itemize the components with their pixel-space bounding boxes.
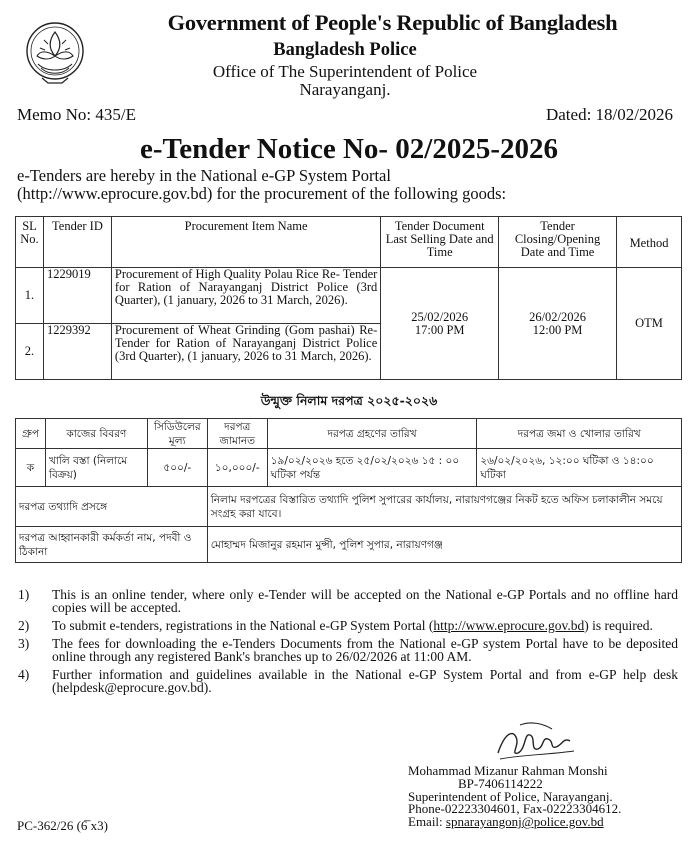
auction-receive: ১৯/০২/২০২৬ হতে ২৫/০২/২০২৬ ১৫ : ০০ ঘটিকা পর্যন্ত xyxy=(267,449,477,487)
row-sl: 1. xyxy=(16,268,44,324)
note-number: 4) xyxy=(18,667,30,682)
row-tender-id: 1229392 xyxy=(43,324,111,380)
note-number: 3) xyxy=(18,636,30,651)
header-selling: Tender Document Last Selling Date and Time xyxy=(381,217,499,268)
header-receive: দরপত্র গ্রহণের তারিখ xyxy=(267,419,477,449)
signatory-email-row xyxy=(408,816,621,829)
header-tender-id: Tender ID xyxy=(43,217,111,268)
header-group: গ্রুপ xyxy=(16,419,46,449)
header-method: Method xyxy=(617,217,682,268)
intro-line-2: (http://www.eprocure.gov.bd) for the procurement of the following goods: xyxy=(17,184,507,203)
government-heading: Government of People's Republic of Bangladesh xyxy=(167,10,618,35)
row-sl: 2. xyxy=(16,324,44,380)
table-row xyxy=(16,449,682,487)
note-text-post: ) is required. xyxy=(584,618,653,633)
row-tender-id: 1229019 xyxy=(43,268,111,324)
auction-table-header xyxy=(16,419,682,449)
location-heading: Narayanganj. xyxy=(299,80,391,99)
note-text: This is an online tender, where only e-Tender will be accepted on the National e-GP Portals and no offline hard copies will be accepted. xyxy=(52,587,678,615)
selling-date-cell xyxy=(381,268,499,380)
closing-time: 12:00 PM xyxy=(532,322,583,337)
email-link[interactable]: spnarayangonj@police.gov.bd xyxy=(445,814,604,830)
officer-label: দরপত্র আহ্বানকারী কর্মকর্তা নাম, পদবী ও ঠিকানা xyxy=(16,527,208,563)
auction-submit: ২৬/০২/২০২৬, ১২:০০ ঘটিকা ও ১৪:০০ ঘটিকা xyxy=(477,449,682,487)
notice-title: e-Tender Notice No- 02/2025-2026 xyxy=(139,133,559,165)
bangladesh-police-emblem-icon xyxy=(24,20,86,86)
auction-group: ক xyxy=(16,449,46,487)
closing-date: 26/02/2026 xyxy=(529,309,587,324)
signature-block xyxy=(408,765,621,829)
intro-paragraph xyxy=(17,167,506,203)
note-item xyxy=(18,619,678,632)
memo-number: Memo No: 435/E xyxy=(17,105,136,124)
header-item: Procurement Item Name xyxy=(111,217,380,268)
header-deposit: দরপত্র জামানত xyxy=(207,419,267,449)
header-schedule: সিডিউলের মূল্য xyxy=(147,419,207,449)
notice-date: Dated: 18/02/2026 xyxy=(545,105,673,124)
signatory-bp: BP-7406114222 xyxy=(458,775,543,791)
note-item xyxy=(18,668,678,694)
auction-deposit: ১০,০০০/- xyxy=(207,449,267,487)
eprocure-link[interactable]: http://www.eprocure.gov.bd xyxy=(433,618,585,633)
note-text: Further information and guidelines available in the National e-GP System Portal and from e-GP help desk (helpdesk@eprocure.gov.bd). xyxy=(52,667,678,695)
email-label: Email: xyxy=(408,814,446,830)
selling-date: 25/02/2026 xyxy=(411,309,469,324)
signatory-designation: Superintendent of Police, Narayanganj. xyxy=(408,788,613,804)
department-heading: Bangladesh Police xyxy=(273,40,417,60)
auction-work: খালি বস্তা (নিলামে বিক্রয়) xyxy=(45,449,147,487)
note-text: The fees for downloading the e-Tenders Documents from the National e-GP system Portal have to be deposited online through any registered Bank's branches up to 26/02/2026 at 11:00 AM. xyxy=(52,636,678,664)
table-row xyxy=(16,487,682,527)
tender-table-header xyxy=(16,217,682,268)
info-label: দরপত্র তথ্যাদি প্রসঙ্গে xyxy=(16,487,208,527)
header-submit: দরপত্র জমা ও খোলার তারিখ xyxy=(477,419,682,449)
table-row xyxy=(16,268,682,324)
info-text: নিলাম দরপত্রের বিস্তারিত তথ্যাদি পুলিশ সুপারের কার্যালয়, নারায়ণগঞ্জের নিকট হতে অফিস চলাকালীন সময়ে সংগ্রহ করা যাবে। xyxy=(207,487,681,527)
intro-line-1: e-Tenders are hereby in the National e-GP System Portal xyxy=(17,166,391,185)
auction-schedule: ৫০০/- xyxy=(147,449,207,487)
method-cell: OTM xyxy=(617,268,682,380)
row-item: Procurement of High Quality Polau Rice Re- Tender for Ration of Narayanganj District Police (3rd Quarter), (1 january, 2026 to 31 March, 2026). xyxy=(111,268,380,324)
note-number: 1) xyxy=(18,587,30,602)
note-item xyxy=(18,637,678,663)
row-item: Procurement of Wheat Grinding (Gom pashai) Re-Tender for Ration of Narayanganj District Police (3rd Quarter), (1 january, 2026 to 31 March, 2026). xyxy=(111,324,380,380)
note-text-pre: To submit e-tenders, registrations in the National e-GP System Portal ( xyxy=(52,618,434,633)
officer-text: মোহাম্মদ মিজানুর রহমান মুন্সী, পুলিশ সুপার, নারায়ণগঞ্জ xyxy=(207,527,681,563)
tender-table xyxy=(15,216,682,380)
signatory-phone: Phone-02223304601, Fax-02223304612. xyxy=(408,801,622,817)
pc-number: PC-362/26 (6̅ x3) xyxy=(17,818,108,833)
auction-table xyxy=(15,418,682,563)
handwritten-signature-icon xyxy=(490,715,580,765)
signatory-name: Mohammad Mizanur Rahman Monshi xyxy=(408,763,608,778)
auction-title: উন্মুক্ত নিলাম দরপত্র ২০২৫-২০২৬ xyxy=(260,393,438,408)
notes-list xyxy=(18,588,678,699)
table-row xyxy=(16,527,682,563)
selling-time: 17:00 PM xyxy=(414,322,465,337)
header-sl: SL No. xyxy=(16,217,44,268)
closing-date-cell xyxy=(499,268,617,380)
office-heading: Office of The Superintendent of Police xyxy=(212,62,478,81)
header-work: কাজের বিবরণ xyxy=(45,419,147,449)
note-item xyxy=(18,588,678,614)
note-number: 2) xyxy=(18,618,30,633)
header-closing: Tender Closing/Opening Date and Time xyxy=(499,217,617,268)
